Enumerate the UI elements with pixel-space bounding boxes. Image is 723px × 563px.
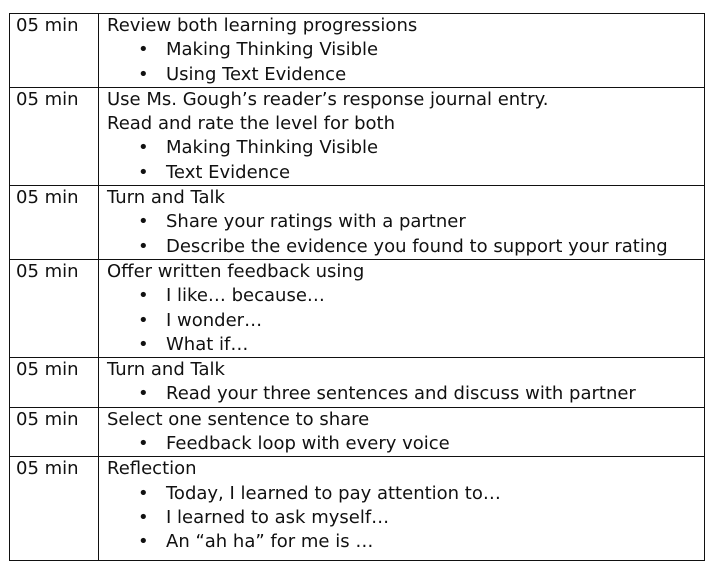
bullet-item: • An “ah ha” for me is … bbox=[107, 530, 704, 554]
bullet-list bbox=[107, 136, 704, 185]
bullet-list bbox=[107, 382, 704, 406]
time-cell bbox=[10, 186, 99, 260]
bullet-item: • Describe the evidence you found to support your rating bbox=[107, 235, 704, 259]
time-label: 05 min bbox=[16, 408, 79, 430]
time-label: 05 min bbox=[16, 458, 79, 480]
agenda-table bbox=[9, 13, 705, 561]
activity-cell bbox=[99, 358, 705, 408]
bullet-item: • What if… bbox=[107, 333, 704, 357]
activity-text: Turn and Talk bbox=[107, 359, 225, 381]
time-cell bbox=[10, 259, 99, 357]
bullet-list bbox=[107, 432, 704, 456]
activity-cell bbox=[99, 186, 705, 260]
bullet-list bbox=[107, 210, 704, 259]
activity-cell bbox=[99, 87, 705, 185]
bullet-item: • Making Thinking Visible bbox=[107, 38, 704, 62]
agenda-row bbox=[10, 358, 705, 408]
bullet-item: • I like… because… bbox=[107, 284, 704, 308]
bullet-item: • Making Thinking Visible bbox=[107, 136, 704, 160]
activity-text: Reflection bbox=[107, 458, 197, 480]
activity-text: Offer written feedback using bbox=[107, 260, 365, 282]
activity-text: Review both learning progressions bbox=[107, 15, 418, 36]
activity-text: Read and rate the level for both bbox=[107, 113, 395, 135]
time-cell bbox=[10, 358, 99, 408]
bullet-item: • Using Text Evidence bbox=[107, 63, 704, 87]
bullet-list bbox=[107, 284, 704, 357]
agenda-row bbox=[10, 14, 705, 88]
bullet-item: • I learned to ask myself… bbox=[107, 506, 704, 530]
activity-cell bbox=[99, 407, 705, 457]
bullet-item: • Share your ratings with a partner bbox=[107, 210, 704, 234]
time-label: 05 min bbox=[16, 15, 79, 36]
bullet-item: • Feedback loop with every voice bbox=[107, 432, 704, 456]
agenda-row bbox=[10, 457, 705, 560]
agenda-row bbox=[10, 87, 705, 185]
cell-padding bbox=[107, 555, 704, 560]
agenda-body bbox=[10, 14, 705, 561]
bullet-item: • I wonder… bbox=[107, 309, 704, 333]
time-cell bbox=[10, 14, 99, 88]
activity-text: Select one sentence to share bbox=[107, 408, 370, 430]
activity-text: Turn and Talk bbox=[107, 187, 225, 209]
bullet-list bbox=[107, 38, 704, 87]
bullet-item: • Text Evidence bbox=[107, 161, 704, 185]
agenda-row bbox=[10, 407, 705, 457]
time-cell bbox=[10, 87, 99, 185]
activity-cell bbox=[99, 457, 705, 560]
time-label: 05 min bbox=[16, 88, 79, 110]
agenda-row bbox=[10, 259, 705, 357]
time-cell bbox=[10, 457, 99, 560]
bullet-item: • Read your three sentences and discuss with partner bbox=[107, 382, 704, 406]
time-label: 05 min bbox=[16, 359, 79, 381]
bullet-list bbox=[107, 482, 704, 555]
activity-cell bbox=[99, 14, 705, 88]
bullet-item: • Today, I learned to pay attention to… bbox=[107, 482, 704, 506]
activity-cell bbox=[99, 259, 705, 357]
time-cell bbox=[10, 407, 99, 457]
activity-text: Use Ms. Gough’s reader’s response journal entry. bbox=[107, 88, 549, 110]
time-label: 05 min bbox=[16, 187, 79, 209]
agenda-row bbox=[10, 186, 705, 260]
time-label: 05 min bbox=[16, 260, 79, 282]
